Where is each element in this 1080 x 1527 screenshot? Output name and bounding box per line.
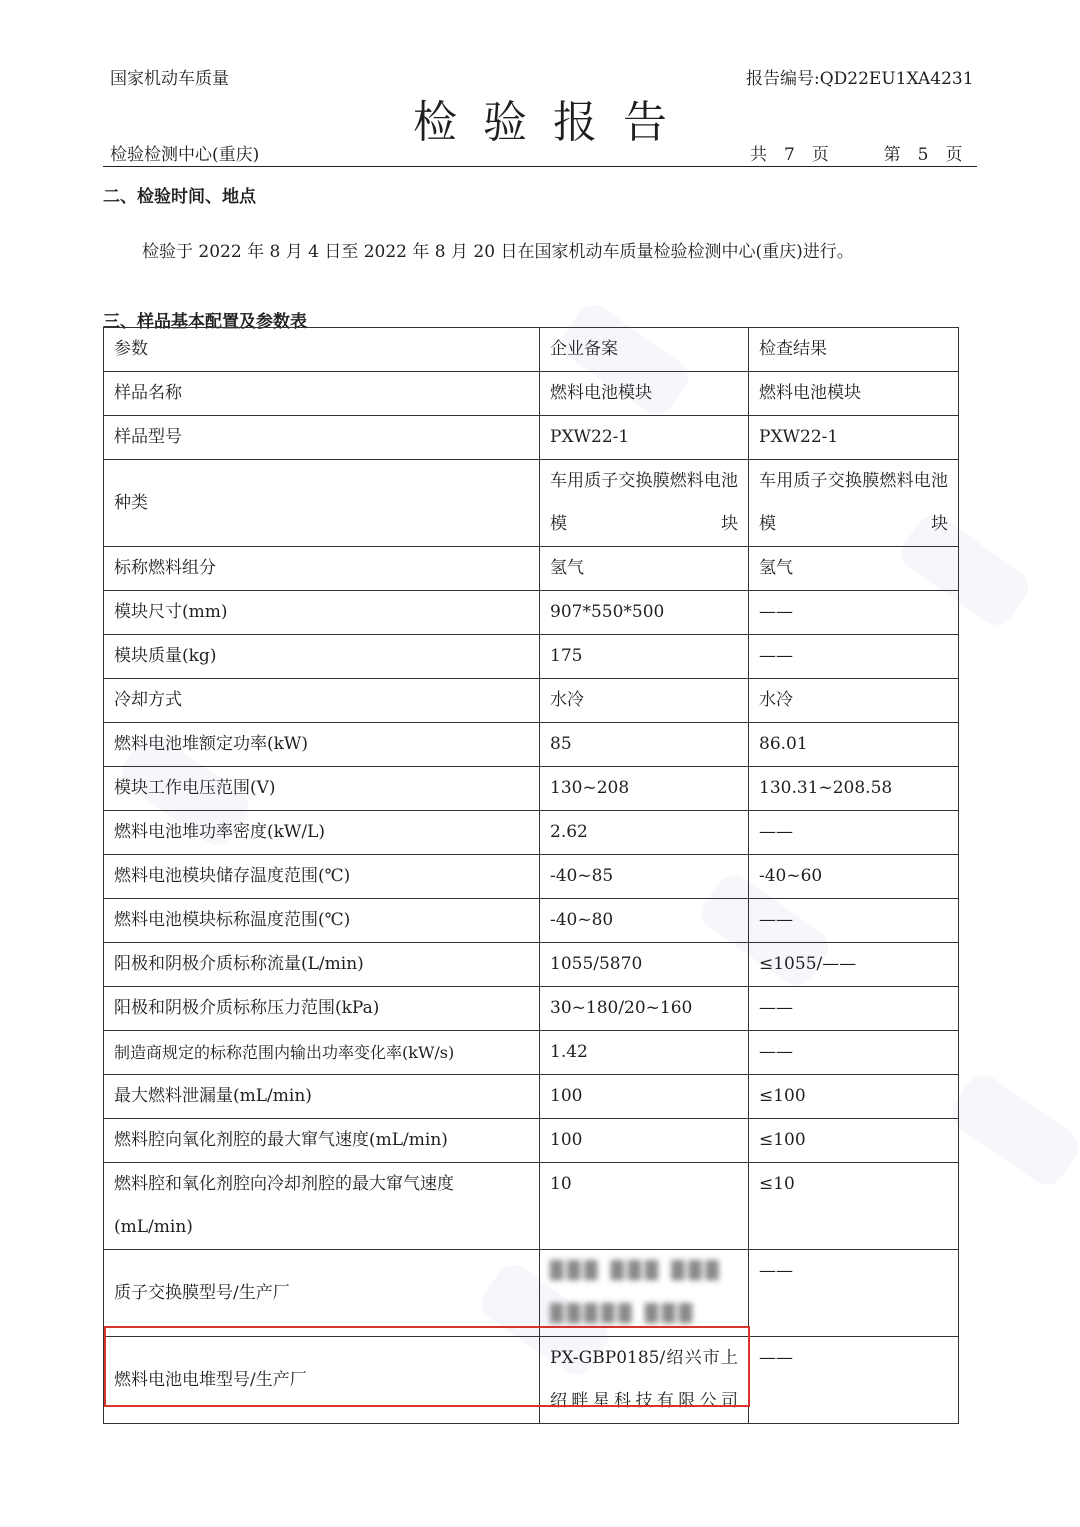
watermark-logo — [945, 1068, 1080, 1192]
param-cell: 燃料电池堆额定功率(kW) — [104, 723, 540, 767]
header-org-line1: 国家机动车质量 — [110, 69, 229, 89]
filed-cell: 车用质子交换膜燃料电池模块 — [540, 460, 749, 547]
param-cell: 模块尺寸(mm) — [104, 591, 540, 635]
table-header: 检查结果 — [749, 328, 959, 372]
result-cell: —— — [749, 635, 959, 679]
result-cell: 水冷 — [749, 679, 959, 723]
table-row — [104, 1075, 959, 1119]
param-cell: 质子交换膜型号/生产厂 — [104, 1250, 540, 1337]
page-counter — [750, 140, 962, 165]
filed-cell: -40~80 — [540, 899, 749, 943]
table-row — [104, 1031, 959, 1075]
param-cell: 样品型号 — [104, 416, 540, 460]
result-cell: —— — [749, 1031, 959, 1075]
filed-cell: 130~208 — [540, 767, 749, 811]
highlight-box — [104, 1326, 750, 1407]
result-cell: —— — [749, 1250, 959, 1337]
table-header-row — [104, 328, 959, 372]
table-row — [104, 811, 959, 855]
param-cell: 燃料电池模块储存温度范围(℃) — [104, 855, 540, 899]
table-row — [104, 1119, 959, 1163]
table-row — [104, 1163, 959, 1250]
result-cell: ≤100 — [749, 1075, 959, 1119]
result-cell: 燃料电池模块 — [749, 372, 959, 416]
param-cell: 燃料腔和氧化剂腔向冷却剂腔的最大窜气速度(mL/min) — [104, 1163, 540, 1250]
redacted-cell — [540, 1250, 749, 1337]
filed-cell: PXW22-1 — [540, 416, 749, 460]
report-title: 检验报告 — [413, 97, 693, 148]
param-cell: 模块工作电压范围(V) — [104, 767, 540, 811]
param-cell: 模块质量(kg) — [104, 635, 540, 679]
result-cell: PXW22-1 — [749, 416, 959, 460]
filed-cell: 907*550*500 — [540, 591, 749, 635]
param-cell: 最大燃料泄漏量(mL/min) — [104, 1075, 540, 1119]
param-cell: 样品名称 — [104, 372, 540, 416]
param-cell: 燃料腔向氧化剂腔的最大窜气速度(mL/min) — [104, 1119, 540, 1163]
table-row — [104, 987, 959, 1031]
table-row — [104, 460, 959, 547]
filed-cell: 30~180/20~160 — [540, 987, 749, 1031]
param-cell: 冷却方式 — [104, 679, 540, 723]
filed-cell: 100 — [540, 1075, 749, 1119]
header-divider — [103, 166, 977, 167]
result-cell: —— — [749, 1337, 959, 1424]
result-cell: ≤10 — [749, 1163, 959, 1250]
table-header: 企业备案 — [540, 328, 749, 372]
filed-cell: 氢气 — [540, 547, 749, 591]
page-number: 5 — [917, 145, 929, 165]
result-cell: —— — [749, 987, 959, 1031]
filed-cell: PX-GBP0185/绍兴市上绍畔星科技有限公司 — [540, 1337, 749, 1424]
table-row — [104, 767, 959, 811]
param-cell: 燃料电池电堆型号/生产厂 — [104, 1337, 540, 1424]
param-cell: 制造商规定的标称范围内输出功率变化率(kW/s) — [104, 1031, 540, 1075]
table-row — [104, 547, 959, 591]
result-cell: ≤1055/—— — [749, 943, 959, 987]
filed-cell: 1055/5870 — [540, 943, 749, 987]
section2-text: 检验于 2022 年 8 月 4 日至 2022 年 8 月 20 日在国家机动车质量检验检测中心(重庆)进行。 — [142, 242, 854, 262]
param-cell: 阳极和阴极介质标称流量(L/min) — [104, 943, 540, 987]
table-row — [104, 416, 959, 460]
table-row — [104, 855, 959, 899]
filed-cell: 水冷 — [540, 679, 749, 723]
table-row — [104, 591, 959, 635]
page-prefix: 第 — [883, 145, 901, 165]
filed-cell: 2.62 — [540, 811, 749, 855]
section2-heading: 二、检验时间、地点 — [103, 187, 256, 207]
param-cell: 燃料电池模块标称温度范围(℃) — [104, 899, 540, 943]
param-cell: 阳极和阴极介质标称压力范围(kPa) — [104, 987, 540, 1031]
filed-cell: 100 — [540, 1119, 749, 1163]
filed-cell: -40~85 — [540, 855, 749, 899]
report-number-label: 报告编号: — [746, 69, 820, 89]
result-cell: 86.01 — [749, 723, 959, 767]
total-pages-prefix: 共 — [750, 145, 767, 165]
table-row — [104, 943, 959, 987]
section3-heading: 三、样品基本配置及参数表 — [103, 312, 307, 332]
filed-cell: 1.42 — [540, 1031, 749, 1075]
result-cell: 130.31~208.58 — [749, 767, 959, 811]
param-cell: 种类 — [104, 460, 540, 547]
filed-cell: 175 — [540, 635, 749, 679]
filed-cell: 燃料电池模块 — [540, 372, 749, 416]
total-pages: 7 — [783, 145, 795, 165]
param-cell: 标称燃料组分 — [104, 547, 540, 591]
table-row — [104, 723, 959, 767]
result-cell: —— — [749, 591, 959, 635]
total-pages-suffix: 页 — [811, 145, 829, 165]
filed-cell: 10 — [540, 1163, 749, 1250]
result-cell: —— — [749, 811, 959, 855]
header-org-line2: 检验检测中心(重庆) — [110, 145, 260, 165]
redacted-text: ███ ███ ███ █████ ███ — [550, 1261, 723, 1324]
table-row — [104, 635, 959, 679]
page-suffix: 页 — [945, 145, 963, 165]
table-row — [104, 679, 959, 723]
param-cell: 燃料电池堆功率密度(kW/L) — [104, 811, 540, 855]
table-header: 参数 — [104, 328, 540, 372]
result-cell: 氢气 — [749, 547, 959, 591]
result-cell: 车用质子交换膜燃料电池模块 — [749, 460, 959, 547]
parameter-table — [103, 327, 959, 1424]
table-row — [104, 899, 959, 943]
result-cell: ≤100 — [749, 1119, 959, 1163]
result-cell: —— — [749, 899, 959, 943]
report-number-value: QD22EU1XA4231 — [819, 69, 974, 89]
result-cell: -40~60 — [749, 855, 959, 899]
table-row — [104, 372, 959, 416]
table-row — [104, 1250, 959, 1337]
filed-cell: 85 — [540, 723, 749, 767]
